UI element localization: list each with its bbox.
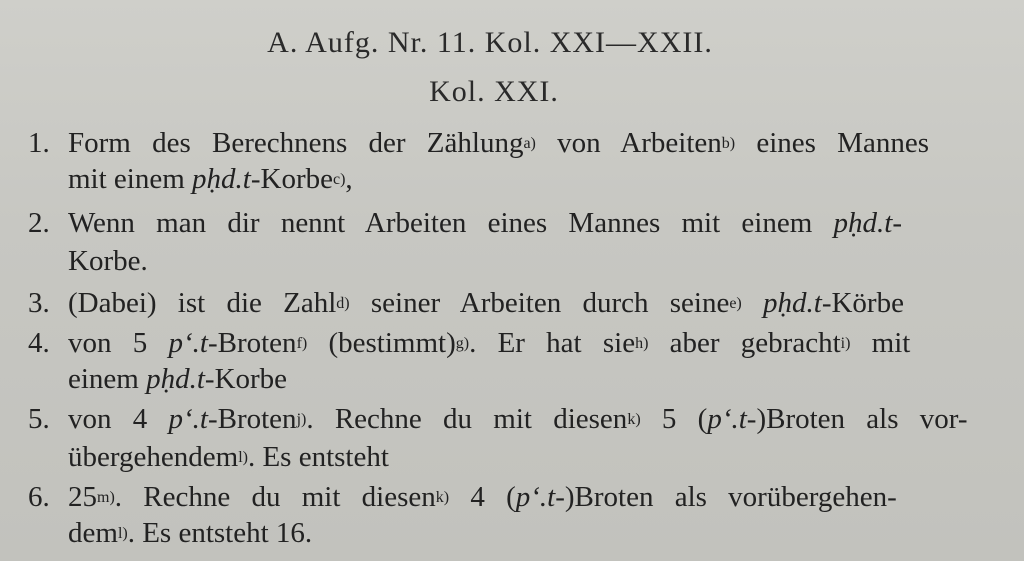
text-run: seiner Arbeiten durch seine <box>349 287 730 319</box>
text-run <box>742 287 763 319</box>
text-run: -)Broten als vor- <box>746 403 968 435</box>
item-text-line <box>68 327 910 360</box>
footnote-marker: j) <box>296 411 307 428</box>
footnote-marker: l) <box>117 525 128 542</box>
item-text-line <box>68 441 389 474</box>
item-text-line <box>68 363 287 396</box>
footnote-marker: f) <box>296 335 308 352</box>
italic-term: pḥd.t <box>146 363 205 395</box>
text-run: von Arbeiten <box>535 127 722 159</box>
item-text-line <box>68 403 967 436</box>
footnote-marker: m) <box>97 489 115 506</box>
italic-term: pḥd.t <box>192 163 251 195</box>
footnote-marker: k) <box>627 411 641 428</box>
text-run: -Korbe <box>204 363 288 395</box>
text-run: . Es entsteht <box>247 441 389 473</box>
text-run: 4 ( <box>449 481 516 513</box>
text-run: Form des Berechnens der Zählung <box>68 127 524 159</box>
text-run: aber gebracht <box>648 327 841 359</box>
text-run: Wenn man dir nennt Arbeiten eines Mannes mit einem <box>68 207 834 239</box>
text-run: einem <box>68 363 147 395</box>
italic-term: p‘.t <box>168 327 208 359</box>
item-number: 3. <box>28 287 50 319</box>
footnote-marker: k) <box>435 489 450 506</box>
item-text-line <box>68 163 353 196</box>
text-run: . Er hat sie <box>469 327 636 359</box>
item-text-line <box>68 481 897 514</box>
text-run: mit <box>850 327 911 359</box>
text-run: . Rechne du mit diesen <box>306 403 628 435</box>
italic-term: p‘.t <box>707 403 747 435</box>
text-run: eines Mannes <box>735 127 929 159</box>
footnote-marker: e) <box>729 295 742 312</box>
page-title: A. Aufg. Nr. 11. Kol. XXI—XXII. <box>267 26 713 59</box>
text-run: -)Broten als vorübergehen- <box>555 481 897 513</box>
text-run: von 4 <box>68 403 169 435</box>
item-text-line <box>68 287 904 320</box>
item-number: 2. <box>28 207 50 239</box>
footnote-marker: c) <box>332 171 346 188</box>
text-run: Korbe. <box>68 245 148 277</box>
item-number: 6. <box>28 481 50 513</box>
item-number: 5. <box>28 403 50 435</box>
text-run: dem <box>68 517 118 549</box>
text-run: 25 <box>68 481 97 513</box>
text-run: . Rechne du mit diesen <box>114 481 436 513</box>
text-run: 5 ( <box>640 403 708 435</box>
italic-term: pḥd.t <box>763 287 822 319</box>
footnote-marker: d) <box>336 295 350 312</box>
item-number: 1. <box>28 127 50 159</box>
italic-term: p‘.t <box>515 481 556 513</box>
item-text-line <box>68 127 929 160</box>
item-text-line <box>68 517 312 550</box>
text-run: -Broten <box>207 327 297 359</box>
text-run: (Dabei) ist die Zahl <box>68 287 337 319</box>
text-run: mit einem <box>68 163 193 195</box>
italic-term: p‘.t <box>168 403 208 435</box>
text-run: -Korbe <box>250 163 333 195</box>
italic-term: pḥd.t- <box>833 207 902 239</box>
text-run: -Körbe <box>821 287 904 319</box>
column-heading: Kol. XXI. <box>429 75 559 108</box>
footnote-marker: b) <box>721 135 736 152</box>
item-text-line <box>68 245 148 278</box>
item-number: 4. <box>28 327 50 359</box>
footnote-marker: i) <box>840 335 851 352</box>
text-run: (bestimmt) <box>307 327 456 359</box>
footnote-marker: l) <box>238 449 248 466</box>
text-run: von 5 <box>68 327 169 359</box>
item-text-line <box>68 207 902 240</box>
text-run: -Broten <box>207 403 297 435</box>
text-run: übergehendem <box>68 441 239 473</box>
text-run: , <box>345 163 353 195</box>
footnote-marker: h) <box>635 335 649 352</box>
footnote-marker: a) <box>523 135 536 152</box>
text-run: . Es entsteht 16. <box>127 517 313 549</box>
footnote-marker: g) <box>455 335 470 352</box>
